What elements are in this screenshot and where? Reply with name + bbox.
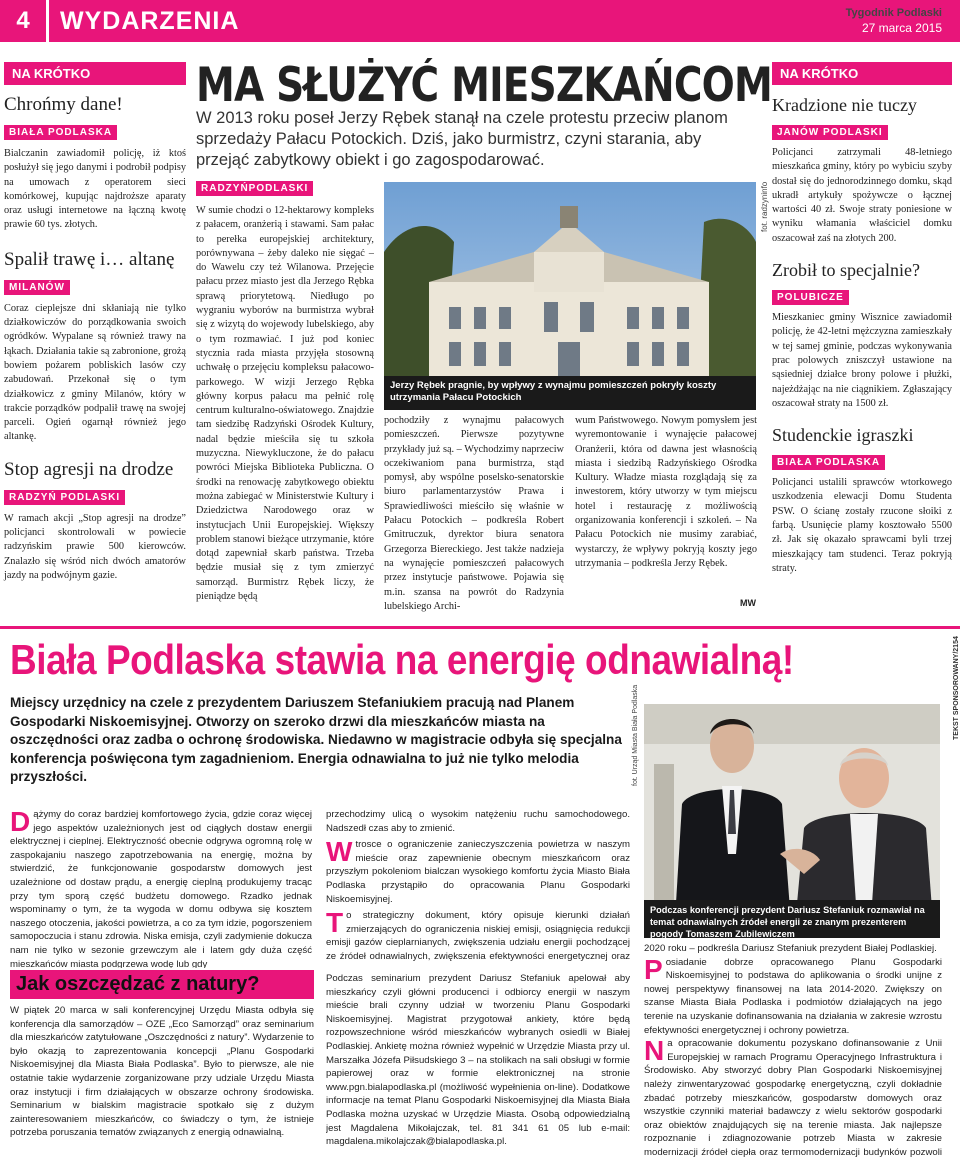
dropcap-t: T xyxy=(326,907,344,939)
sponsored-lead: Miejscy urzędnicy na czele z prezydentem Dariuszem Stefaniukiem pracują nad Planem Gospodarki Niskoemisyjnej. Otworzy on szeroko drzwi dla mieszkańców miasta na oszczędności oraz zadba o ochronę środowiska. Niedawno w magistracie odbyła się specjalna konferencja poświęcona tym zagadnieniom. Energia odnawialna to już nie tylko melodia przyszłości. xyxy=(10,695,622,785)
sponsored-col-1 xyxy=(10,808,312,968)
main-col-1: W sumie chodzi o 12-hektarowy kompleks z pałacem, oranżerią i stawami. Sam pałac to perełka europejskiej architektury, porównywana – żeby daleko nie sięgać – do Wawelu czy też Wilanowa. Przejęcie pałacu przez miasto jest dla Jerzego Rębka sprawą priorytetową. Niedługo po wygraniu wyborów na burmistrza wybrał się z wizytą do wojewody lubelskiego, aby o tym rozmawiać. I już pod koniec stycznia rada miasta przyjęła stosowną uchwałę o przejęciu kompleksu pałacowo-parkowego. W wizji Jerzego Rębka główny korpus pałacu ma pełnić rolę centrum kulturalno-oświatowego. Znajdzie tam siedzibę Radzyński Ośrodek Kultury, nadal będzie mieściła się tu szkoła muzyczna. Niewykluczone, że do pałacu powróci Miejska Biblioteka Publiczna. O środki na renowację zabytkowego obiektu można zabiegać w Ministerstwie Kultury i Dziedzictwa Narodowego oraz w instytucjach Unii Europejskiej. Większy problem stanowi bieżące utrzymanie, które dotąd zapewniał skarb państwa. Trzeba będzie musiał się z tym zmierzyć samorząd. Burmistrz Rębek liczy, że pieniądze będą xyxy=(196,205,374,603)
sponsored-col-3c: a opracowanie dokumentu pozyskano dofinansowanie z Unii Europejskiej w ramach Programu Operacyjnego Infrastruktura i Środowisko. Aby stworzyć dobry Plan Gospodarki Niskoemisyjnej należy zinwentaryzować gospodarkę energetyczną, czyli dokładnie zbadać potrzeby mieszkańców, gospodarstw domowych oraz wszystkie czynniki materiał badawczy z wielu sektorów gospodarki oraz obiektów znajdujących się na terenie miasta. Jak najlepsze rozpoznanie i zdiagnozowanie potrzeb Miasta w zakresie modernizacji źródeł ciepła oraz termomodernizacji budynków pozwoli xyxy=(644,1038,942,1158)
sponsored-top-rule xyxy=(0,626,960,629)
main-author: MW xyxy=(740,598,756,608)
savings-box-title: Jak oszczędzać z natury? xyxy=(16,973,260,995)
news-text-2: Coraz cieplejsze dni skłaniają nie tylko działkowiczów do porządkowania swoich ogródków. Wypalane są również trawy na łąkach. Działania takie są zabronione, grożą bowiem pożarem pobliskich lasów czy zabudowań. Przekonał się o tym działkowicz z gminy Milanów, który w trakcie porządków podpalił trawę na swojej parceli. Ogień ogarnął również jego altankę. xyxy=(4,302,186,443)
right-title-2: Zrobił to specjalnie? xyxy=(772,260,920,281)
dropcap-w: W xyxy=(326,836,353,868)
right-text-1: Policjanci zatrzymali 48-letniego mieszkańca gminy, który po wybiciu szyby dostał się do jednorodzinnego domku, skąd ukradł artykuły spożywcze o łącznej wartości 40 zł. Swoje straty poniesione w wyniku włamania właściciel domku oszacował zaś na złotych 200. xyxy=(772,147,952,244)
dropcap-d: D xyxy=(10,808,31,837)
main-lead: W 2013 roku poseł Jerzy Rębek stanął na czele protestu przeciw planom sprzedaży Pałacu Potockich. Dziś, jako burmistrz, czyni starania, aby przejąć zabytkowy obiekt i go zagospodarować. xyxy=(196,109,728,169)
right-text-2: Mieszkaniec gminy Wisznice zawiadomił policję, że 42-letni mężczyzna zamieszkały w tej samej gminie, podczas wykonywania prac polowych zniszczył ustawione na sąsiedniej działce brony polowe i płużki, najeżdżając na nie ciągnikiem. Zgłaszający oszacował straty na 1500 zł. xyxy=(772,312,952,409)
main-headline: MA SŁUŻYĆ MIESZKAŃCOM xyxy=(196,58,772,113)
palace-photo-caption: Jerzy Rębek pragnie, by wpływy z wynajmu pomieszczeń pokryły koszty utrzymania Pałacu Potockich xyxy=(384,376,756,410)
dropcap-n: N xyxy=(644,1035,665,1067)
sponsored-col-2c: o strategiczny dokument, który opisuje kierunki działań zmierzających do ograniczenia niskiej emisji, osiągnięcia redukcji emisji gazów cieplarnianych, zwiększenia udziału energii pochodzącej ze źródeł odnawialnych, zwiększenia efektywności energetycznej oraz xyxy=(326,910,630,962)
news-title-3: Stop agresji na drodze xyxy=(4,458,174,480)
dropcap-p: P xyxy=(644,953,663,985)
right-place-2: POLUBICZE xyxy=(772,290,849,305)
news-place-3: RADZYŃ PODLASKI xyxy=(4,490,125,505)
main-col-2: pochodziły z wynajmu pałacowych pomieszczeń. Pierwsze pozytywne przykłady już są. – Wychodzimy naprzeciw oczekiwaniom pana burmistrza, stąd pomysł, aby wspólne poselsko-senatorskie biuro parlamentarzystów Prawa i Sprawiedliwości mieściło się właśnie w Pałacu Potockich – podkreśla Robert Gmitruczuk, dyrektor biura senatora Grzegorza Biereckiego. Jest także nadzieja na wynajęcie pomieszczeń pałacowych przez instytucje państwowe. Pojawia się m.in. szansa na powrót do Radzynia lubelskiego Archi- xyxy=(384,415,564,612)
sponsored-col-2d: Podczas seminarium prezydent Dariusz Stefaniuk apelował aby mieszkańcy czyli główni producenci i odbiorcy energii w naszym mieście brali czynny udział w tworzeniu Planu Gospodarki Niskoemisyjnej. Magistrat przygotował ankiety, które będą rozpowszechnione wśród mieszkańców wybranych osiedli w Białej Podlaskiej. Ankietę można również wypełnić w Urzędzie Miasta przy ul. Marszałka Józefa Piłsudskiego 3 – na stolikach na sali obsługi w formie papierowej oraz w formie elektronicznej na stronie www.pgn.bialapodlaska.pl (możliwość wypełnienia on-line). Dodatkowe informacje na temat Planu Gospodarki Niskoemisyjnej dla Miasta Biała Podlaska można uzyskać w Urzędzie Miasta. Osobą odpowiedzialną jest Magdalena Mikołajczak, tel. 81 341 61 05 lub e-mail: magdalena.mikolajczak@bialapodlaska.pl. xyxy=(326,973,630,1148)
right-news-column xyxy=(772,62,952,576)
sponsored-headline: Biała Podlaska stawia na energię odnawialną! xyxy=(10,636,794,683)
header-bar xyxy=(0,0,960,42)
conference-photo-credit: fot. Urząd Miasta Biała Podlaska xyxy=(632,684,639,786)
savings-box-text: W piątek 20 marca w sali konferencyjnej Urzędu Miasta odbyła się konferencja dla samorządów – OZE „Eco Samorząd” oraz seminarium dla mieszkańców zatytułowane „Oszczędności z natury”. Wydarzenie to było okazją to zaprezentowania koncepcji „Planu Gospodarki Niskoemisyjnej dla Miasta Biała Podlaska”. Było to pierwsze, ale nie ostatnie takie wydarzenie zorganizowane przy udziale Urzędu Miasta oraz instytucji i firm działających w obszarze ochrony środowiska. Seminarium w bialskim magistracie spotkało się z dużym zainteresowaniem mieszkańców, co świadczy o tym, że istnieje potrzeba poruszania tematów związanych z energią odnawialną. xyxy=(10,1005,314,1139)
main-col-3: wum Państwowego. Nowym pomysłem jest wyremontowanie i wynajęcie pałacowej Oranżerii, która od dawna jest własnością miasta i siedzibą Radzyńskiego Ośrodka Kultury. Władze miasta rozglądają się za inwestorem, który utworzy w tym miejscu hotel i restaurację z możliwością organizowania konferencji i szkoleń. – Na Pałacu Potockich nie musimy zarabiać, wystarczy, że wpływy pokryją koszty jego utrzymania – podkreśla Jerzy Rębek. xyxy=(575,415,757,569)
right-place-1: JANÓW PODLASKI xyxy=(772,125,888,140)
palace-photo-credit: fot. radzyninfo xyxy=(760,181,769,232)
savings-box-title-bar xyxy=(10,970,314,999)
left-news-column xyxy=(4,62,186,583)
paper-name: Tygodnik Podlaski xyxy=(845,7,942,19)
right-place-3: BIAŁA PODLASKA xyxy=(772,455,885,470)
news-title-1: Chrońmy dane! xyxy=(4,94,123,115)
sponsored-col-1-text: ążymy do coraz bardziej komfortowego życia, gdzie coraz więcej jego aspektów uzależnionych jest od ciągłych dostaw energii elektrycznej i cieplnej. Elektryczność obecnie odgrywa ogromną rolę w zaspokajaniu naszego zapotrzebowania na energię, można by stwierdzić, że funkcjonowanie gospodarstw domowych jest uzależnione od dostaw prądu, a energię cieplną produkujemy tracąc przy tym sporą część budżetu domowego. Rzadko jednak wspominamy o tym, że ta wygoda w domu odbywa się kosztem naszego otoczenia, jakości powietrza, a co za tym idzie, pogorszeniem samopoczucia i stanu zdrowia. Niska emisja, czyli zadymienie dokucza nam nie tylko w sezonie grzewczym ale i latem gdy duża część mieszkańców miasta podgrzewa wodę lub gdy xyxy=(10,809,312,968)
news-place-1: BIAŁA PODLASKA xyxy=(4,125,117,140)
sponsored-col-3a: 2020 roku – podkreśla Dariusz Stefaniuk prezydent Białej Podlaskiej. xyxy=(644,943,937,954)
news-title-2: Spalił trawę i… altanę xyxy=(4,248,175,270)
news-box-label: NA KRÓTKO xyxy=(4,62,186,85)
right-text-3: Policjanci ustalili sprawców wtorkowego uszkodzenia elewacji Domu Studenta PSW. O ścianę zostały rzucone słoiki z farbą. Usunięcie plamy kosztowało 5500 zł. Jak się okazało sprawcami byli trzej mieszkający tam studenci. Teraz pokryją straty. xyxy=(772,477,952,574)
issue-date: 27 marca 2015 xyxy=(861,21,942,35)
news-place-2: MILANÓW xyxy=(4,280,70,295)
sponsored-col-2a: przechodzimy ulicą o wysokim natężeniu ruchu samochodowego. Nadszedł czas aby to zmienić. xyxy=(326,809,630,834)
savings-box xyxy=(10,970,314,1155)
sponsored-col-2b: trosce o ograniczenie zanieczyszczenia powietrza w naszym mieście oraz zapewnienie obecnym mieszkańcom oraz przyszłym pokoleniom bialczan wysokiego komfortu życia Miasto Biała Podlaska przystąpiło do opracowania Planu Gospodarki Niskoemisyjnej. xyxy=(326,839,630,905)
main-place: RADZYŃPODLASKI xyxy=(196,181,313,196)
sponsored-col-3b: osiadanie dobrze opracowanego Planu Gospodarki Niskoemisyjnej to podstawa do aplikowania o środki unijne z nowej perspektywy finansowej na lata 2014-2020. Zwiększy on szanse Miasta Biała Podlaska i podmiotów działających na jego terenie na uzyskanie dofinansowania na działania w zakresie wzrostu efektywności energetycznej i ochrony powietrza. xyxy=(644,956,942,1036)
sponsored-side-tag: TEKST SPONSOROWANY/2154 xyxy=(953,636,960,740)
page-number: 4 xyxy=(0,0,49,42)
right-title-1: Kradzione nie tuczy xyxy=(772,95,917,115)
right-box-label: NA KRÓTKO xyxy=(772,62,952,85)
sponsored-col-3 xyxy=(644,942,942,1158)
news-text-3: W ramach akcji „Stop agresji na drodze” policjanci skontrolowali w powiecie radzyńskim prawie 500 kierowców. Znalazło się wśród nich dwóch amatorów jazdy na podwójnym gazie. xyxy=(4,512,186,581)
section-title: WYDARZENIA xyxy=(60,7,240,35)
news-text-1: Bialczanin zawiadomił policję, iż ktoś posłużył się jego danymi i podrobił podpisy na umowach z operatorem sieci komórkowej, kupując najdroższe aparaty oraz usługi internetowe na łączną kwotę prawie 60 tys. złotych. xyxy=(4,148,186,231)
sponsored-col-2 xyxy=(326,808,630,964)
conference-photo-caption: Podczas konferencji prezydent Dariusz Stefaniuk rozmawiał na temat odnawialnych źródeł energii ze znanym prezenterem pogody Tomaszem Zubilewiczem xyxy=(644,900,940,938)
right-title-3: Studenckie igraszki xyxy=(772,425,914,446)
